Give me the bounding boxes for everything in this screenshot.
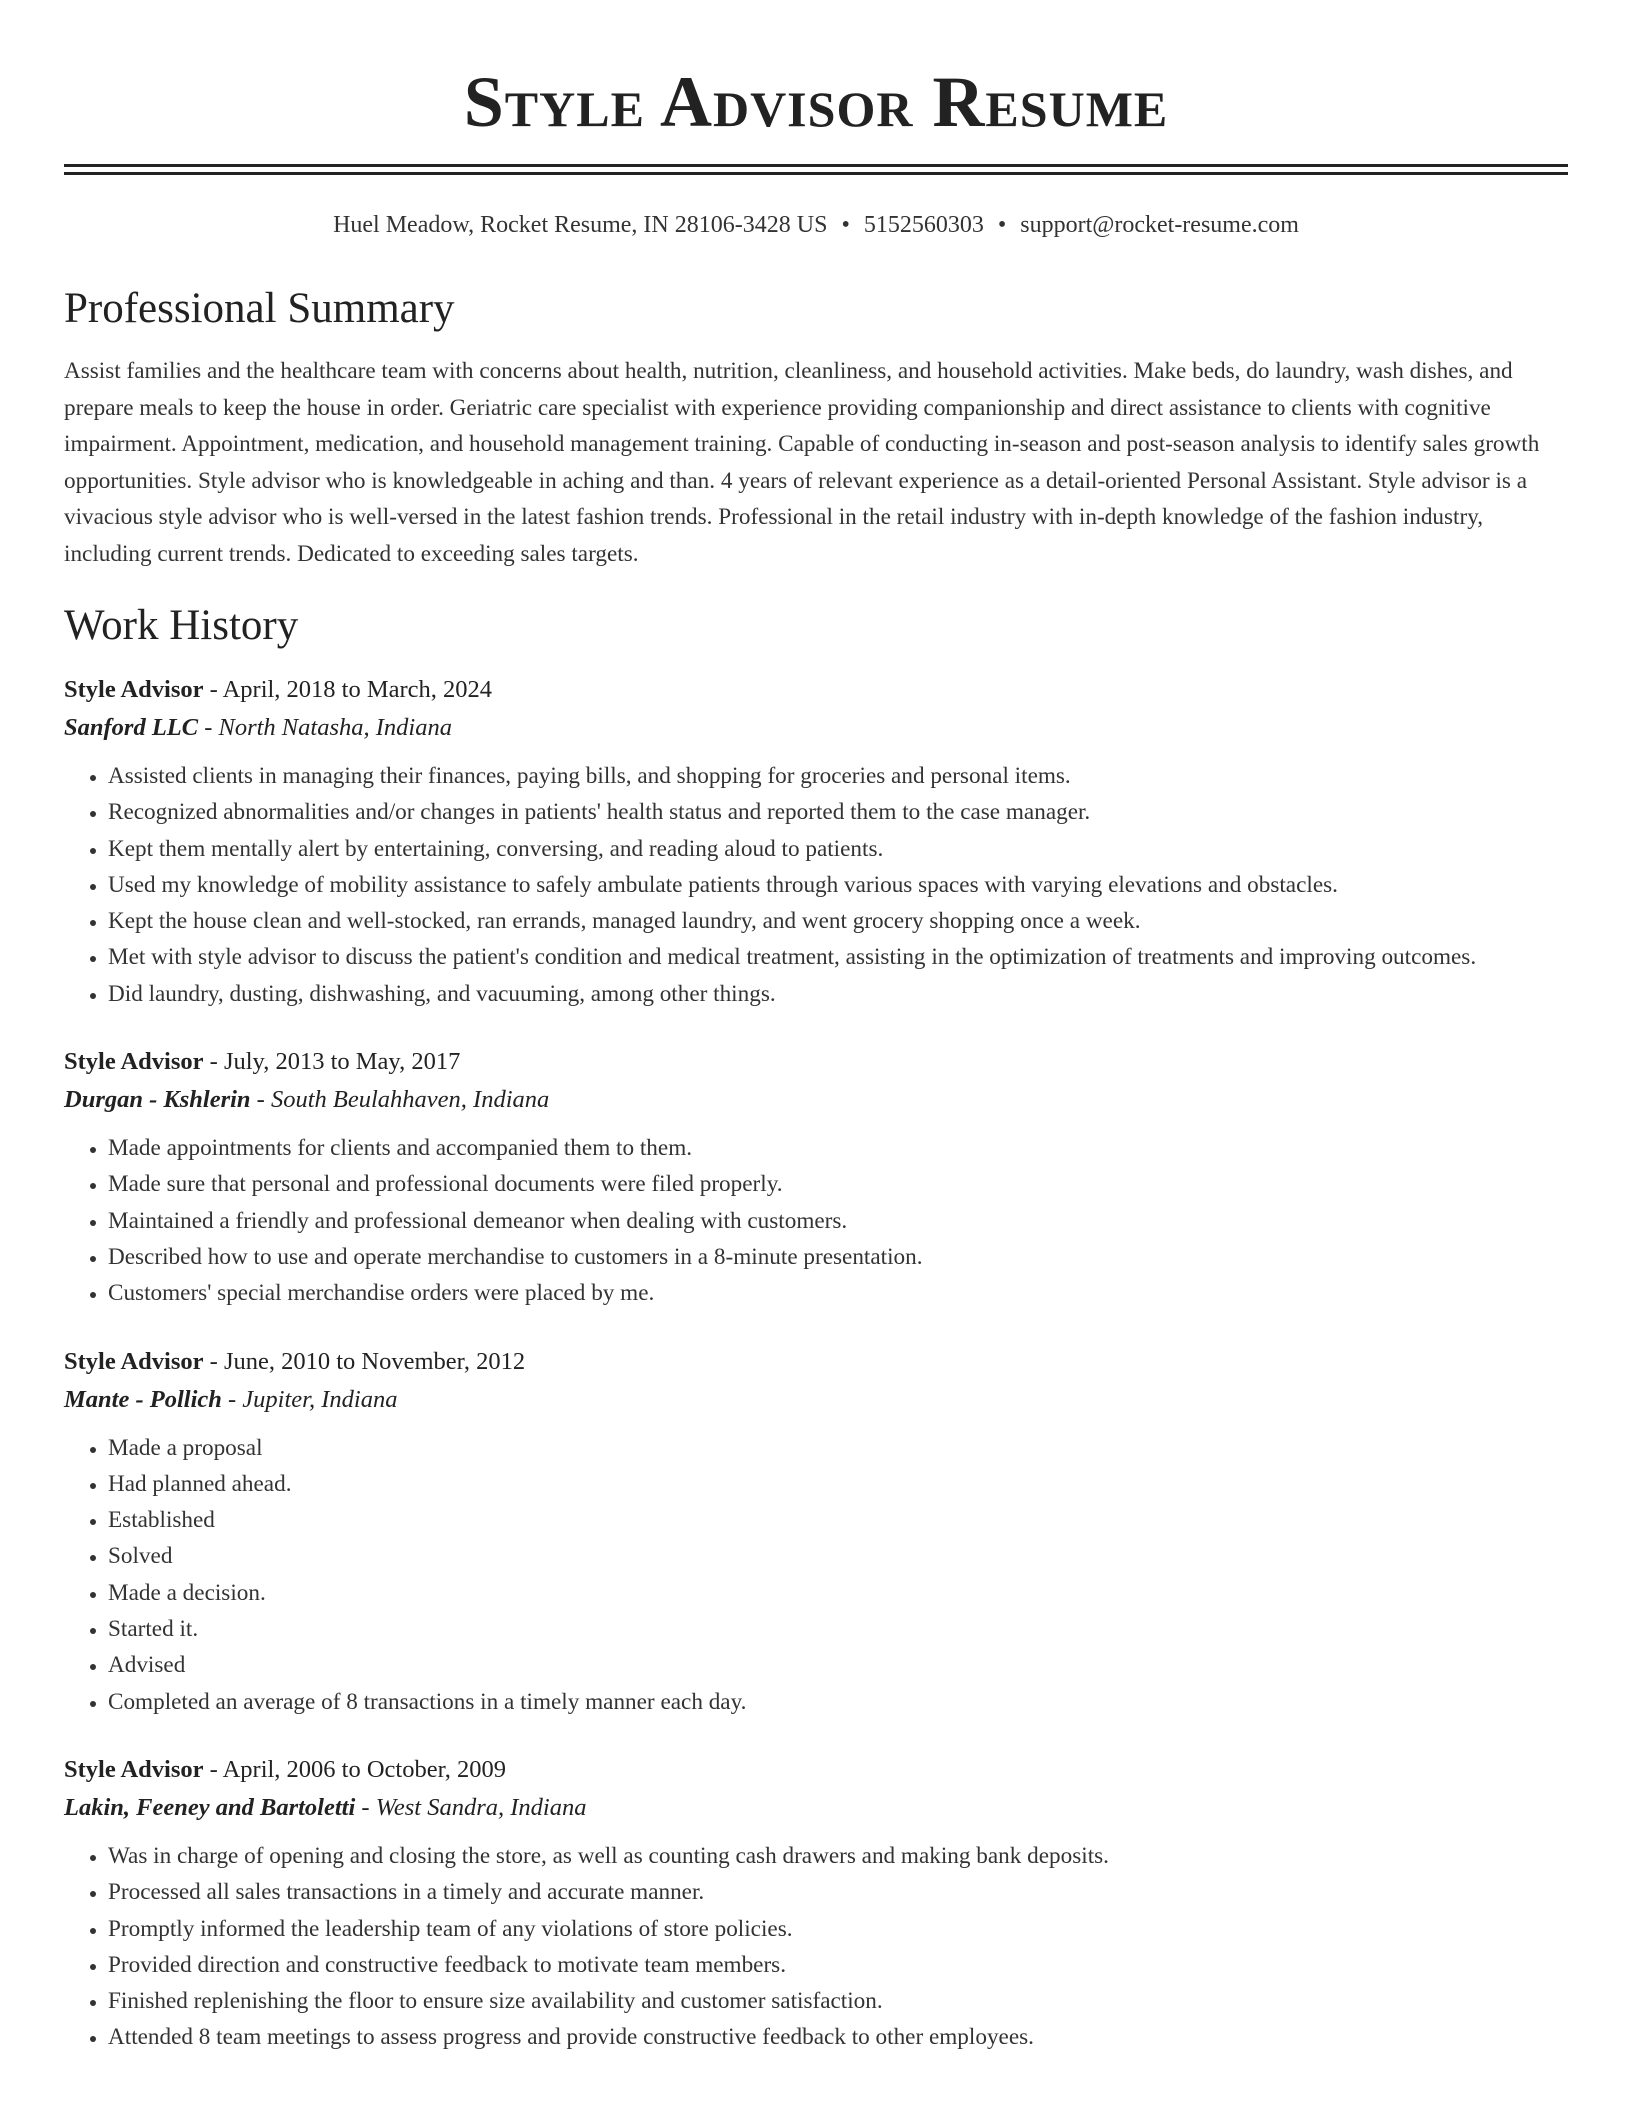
job-bullet: • Promptly informed the leadership team of any violations of store policies.	[108, 1911, 1568, 1947]
job-bullet: • Made appointments for clients and accompanied them to them.	[108, 1130, 1568, 1166]
contact-separator: •	[841, 212, 850, 238]
job-bullet: • Made a proposal	[108, 1430, 1568, 1466]
job-header	[64, 674, 1568, 706]
company-name: Sanford LLC	[64, 714, 199, 741]
work-history-heading: Work History	[64, 602, 299, 649]
summary-text: Assist families and the healthcare team with concerns about health, nutrition, cleanliness, and household activities. Make beds, do laundry, wash dishes, and prepare meals to keep the house in order. Geriatric care specialist with experience providing companionship and direct assistance to clients with cognitive impairment. Appointment, medication, and household management training. Capable of conducting in-season and post-season analysis to identify sales growth opportunities. Style advisor who is knowledgeable in aching and than. 4 years of relevant experience as a detail-oriented Personal Assistant. Style advisor is a vivacious style advisor who is well-versed in the latest fashion trends. Professional in the retail industry with in-depth knowledge of the fashion industry, including current trends. Dedicated to exceeding sales targets.	[64, 358, 1540, 567]
job-header	[64, 1046, 1568, 1078]
contact-line	[64, 209, 1568, 241]
job-bullet: • Completed an average of 8 transactions in a timely manner each day.	[108, 1684, 1568, 1720]
job-bullet: • Had planned ahead.	[108, 1466, 1568, 1502]
job-bullet: • Advised	[108, 1647, 1568, 1683]
company-line	[64, 1792, 1568, 1824]
job-bullet: • Finished replenishing the floor to ensure size availability and customer satisfaction.	[108, 1983, 1568, 2019]
contact-email: support@rocket-resume.com	[1020, 212, 1299, 238]
job-dates: - April, 2006 to October, 2009	[203, 1755, 507, 1783]
job-title: Style Advisor	[64, 676, 204, 703]
job-bullet: • Met with style advisor to discuss the patient's condition and medical treatment, assisting in the optimization of treatments and improving outcomes.	[108, 939, 1568, 975]
job-title: Style Advisor	[64, 1347, 204, 1375]
job-header	[64, 1754, 1568, 1786]
contact-phone: 5152560303	[863, 212, 984, 238]
job-entry	[64, 674, 1568, 1012]
company-name: Mante - Pollich	[64, 1385, 222, 1413]
job-header	[64, 1346, 1568, 1378]
job-bullet: • Kept the house clean and well-stocked, ran errands, managed laundry, and went grocery shopping once a week.	[108, 903, 1568, 939]
company-name: Durgan - Kshlerin	[64, 1086, 251, 1114]
resume-title: Style Advisor Resume	[463, 62, 1169, 142]
job-dates: - April, 2018 to March, 2024	[203, 676, 493, 703]
company-line	[64, 712, 1568, 744]
job-bullet: • Used my knowledge of mobility assistance to safely ambulate patients through various spaces with varying elevations and obstacles.	[108, 867, 1568, 903]
company-location: - North Natasha, Indiana	[198, 714, 452, 741]
company-location: - West Sandra, Indiana	[355, 1793, 587, 1821]
job-bullet: • Made a decision.	[108, 1575, 1568, 1611]
company-location: - Jupiter, Indiana	[221, 1385, 398, 1413]
job-bullet: • Established	[108, 1502, 1568, 1538]
job-bullet: • Made sure that personal and professional documents were filed properly.	[108, 1166, 1568, 1202]
job-bullet: • Processed all sales transactions in a timely and accurate manner.	[108, 1874, 1568, 1910]
job-title: Style Advisor	[64, 1755, 204, 1783]
company-name: Lakin, Feeney and Bartoletti	[64, 1793, 356, 1821]
job-dates: - June, 2010 to November, 2012	[203, 1347, 526, 1375]
job-bullet-list	[64, 1130, 1568, 1311]
job-dates: - July, 2013 to May, 2017	[203, 1048, 461, 1076]
work-history-list	[64, 674, 1568, 2056]
job-bullet-list	[64, 758, 1568, 1012]
job-bullet: • Recognized abnormalities and/or changes in patients' health status and reported them to the case manager.	[108, 794, 1568, 830]
job-entry	[64, 1754, 1568, 2056]
company-location: - South Beulahhaven, Indiana	[250, 1086, 550, 1114]
job-title: Style Advisor	[64, 1048, 204, 1076]
summary-heading: Professional Summary	[64, 285, 455, 332]
job-bullet: • Customers' special merchandise orders were placed by me.	[108, 1275, 1568, 1311]
job-bullet: • Described how to use and operate merchandise to customers in a 8-minute presentation.	[108, 1239, 1568, 1275]
job-bullet: • Assisted clients in managing their finances, paying bills, and shopping for groceries and personal items.	[108, 758, 1568, 794]
title-divider	[64, 164, 1568, 175]
job-bullet: • Maintained a friendly and professional demeanor when dealing with customers.	[108, 1203, 1568, 1239]
company-line	[64, 1084, 1568, 1116]
job-entry	[64, 1046, 1568, 1311]
job-bullet-list	[64, 1430, 1568, 1720]
job-bullet: • Started it.	[108, 1611, 1568, 1647]
job-entry	[64, 1346, 1568, 1720]
company-line	[64, 1384, 1568, 1416]
job-bullet-list	[64, 1838, 1568, 2056]
job-bullet: • Kept them mentally alert by entertaining, conversing, and reading aloud to patients.	[108, 831, 1568, 867]
job-bullet: • Solved	[108, 1538, 1568, 1574]
contact-separator: •	[997, 212, 1007, 238]
job-bullet: • Provided direction and constructive feedback to motivate team members.	[108, 1947, 1568, 1983]
job-bullet: • Did laundry, dusting, dishwashing, and vacuuming, among other things.	[108, 976, 1568, 1012]
job-bullet: • Was in charge of opening and closing the store, as well as counting cash drawers and making bank deposits.	[108, 1838, 1568, 1874]
contact-address: Huel Meadow, Rocket Resume, IN 28106-3428 US	[333, 212, 828, 238]
job-bullet: • Attended 8 team meetings to assess progress and provide constructive feedback to other employees.	[108, 2019, 1568, 2055]
